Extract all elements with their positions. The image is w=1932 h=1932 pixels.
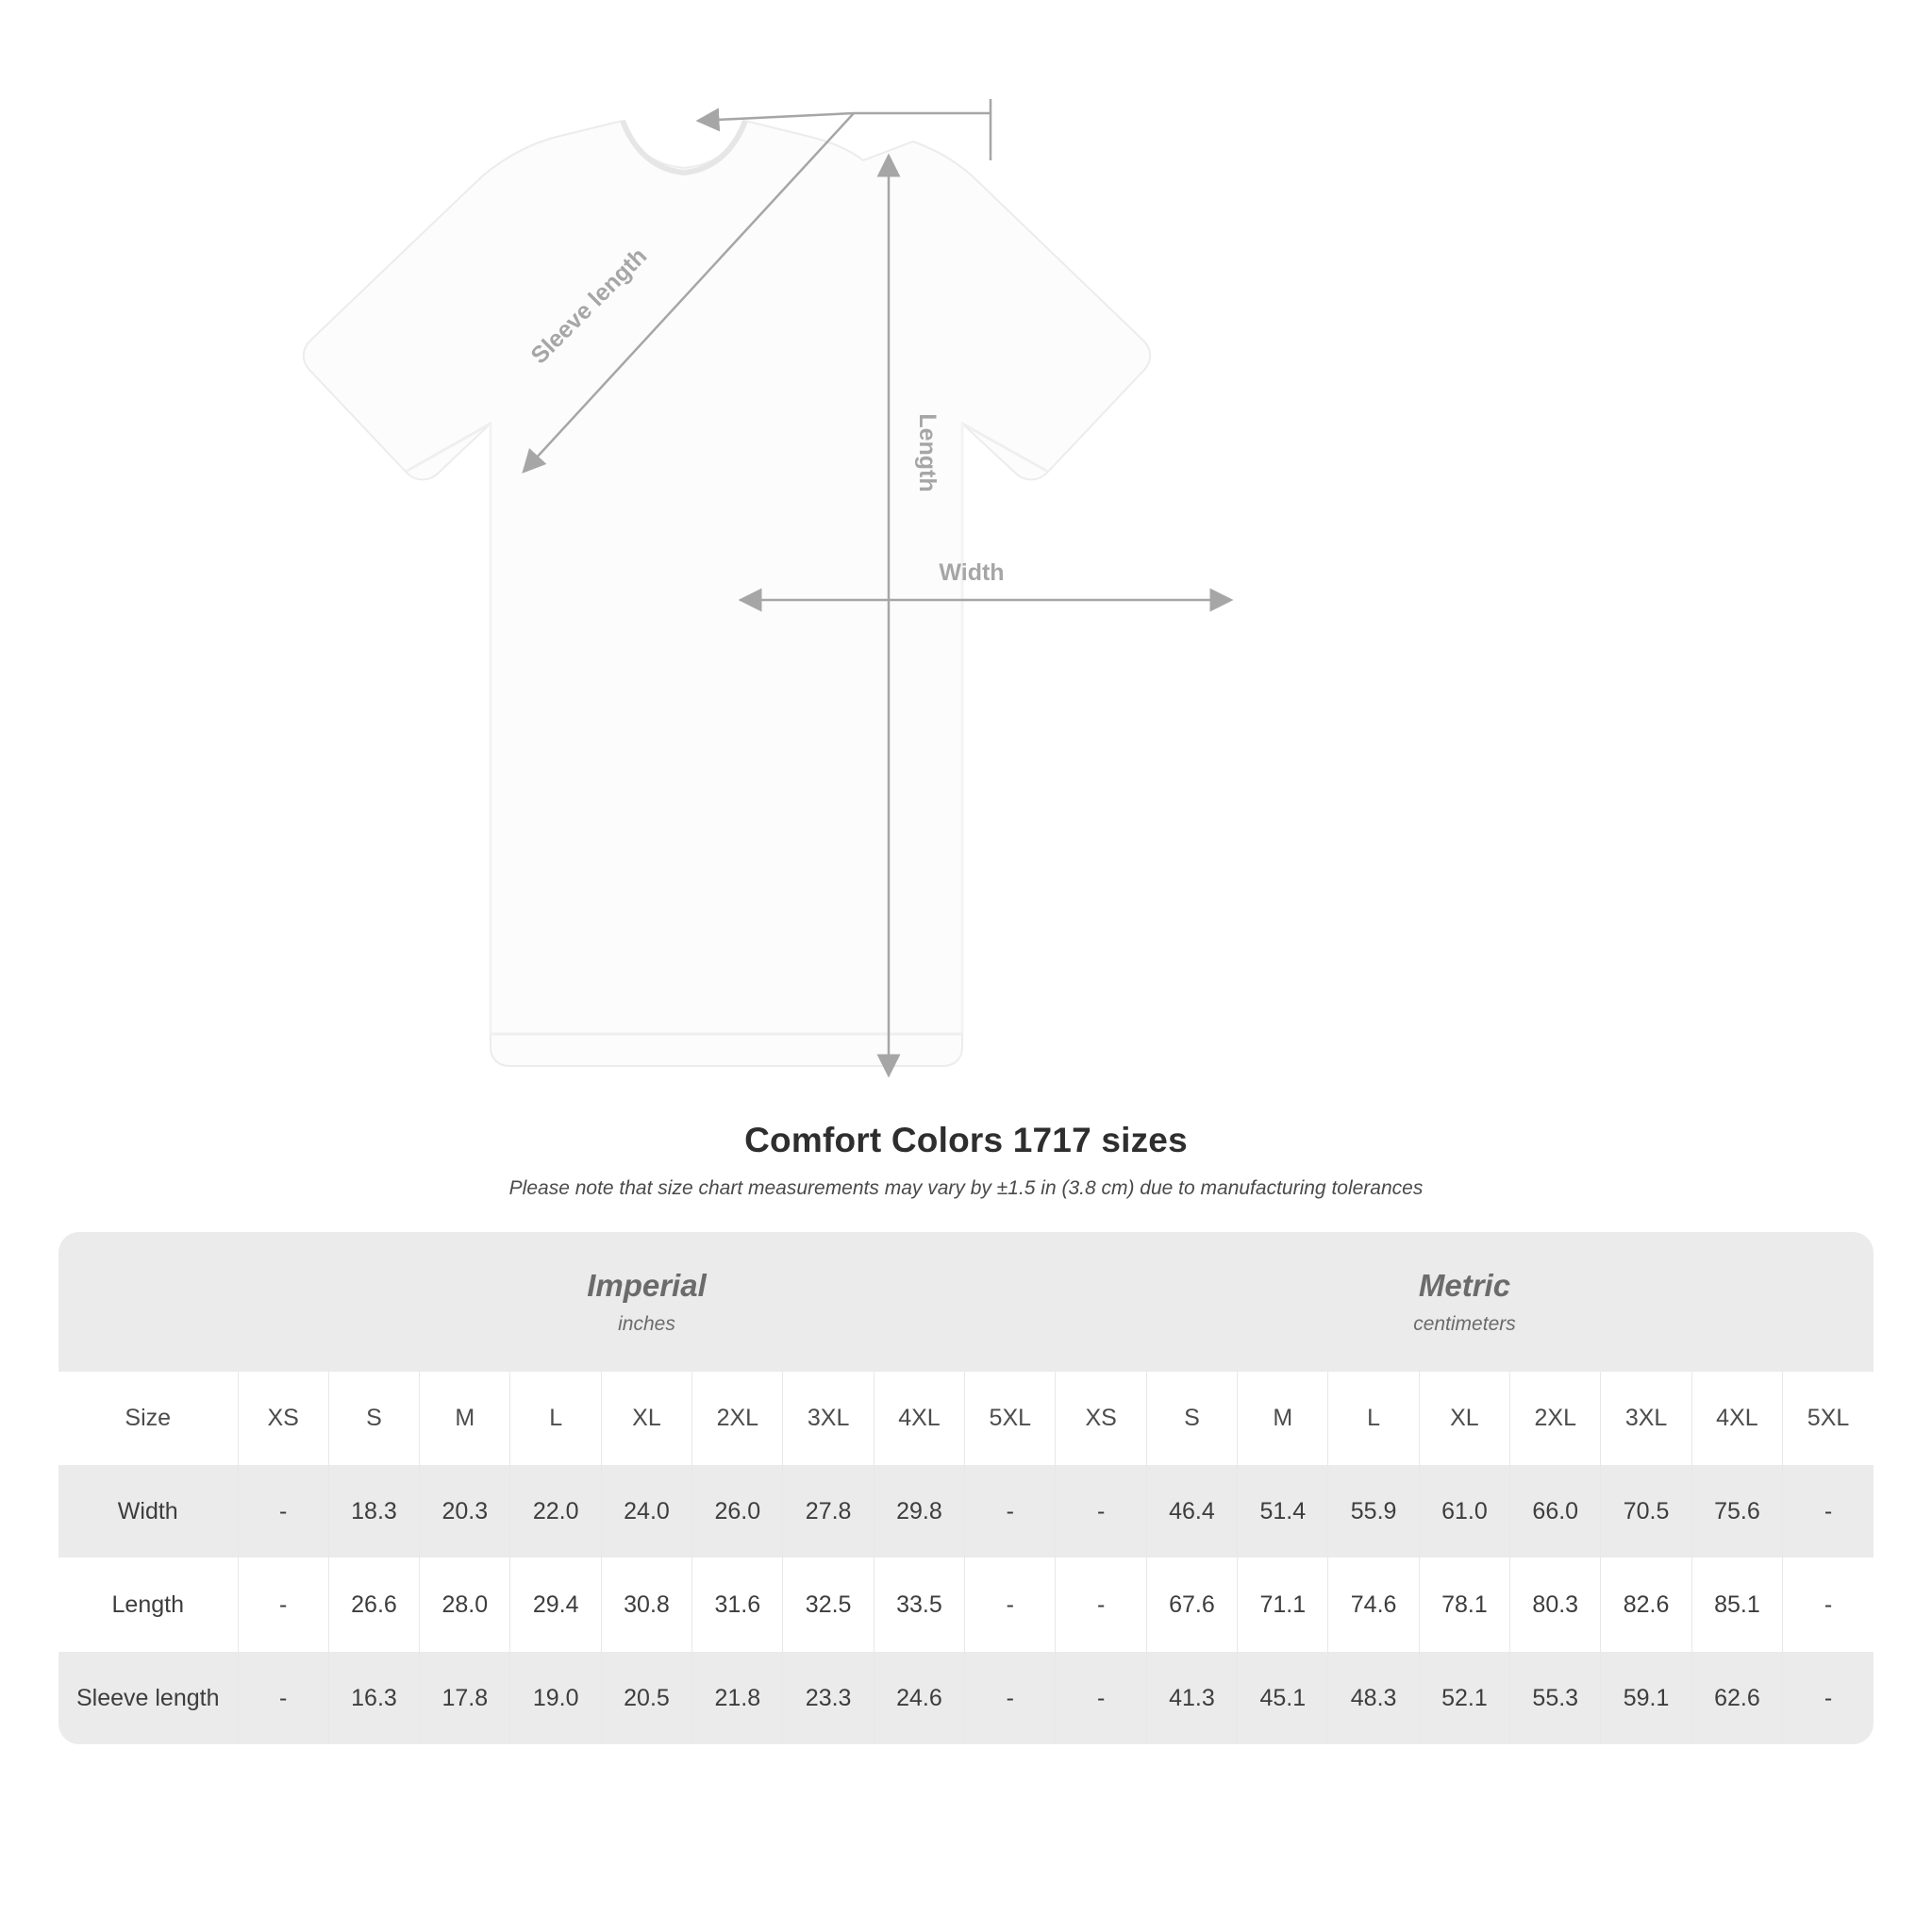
col-header-met-l: L <box>1328 1372 1419 1465</box>
cell-sleeve-imp-4xl: 24.6 <box>874 1652 964 1745</box>
cell-sleeve-met-2xl: 55.3 <box>1510 1652 1601 1745</box>
cell-sleeve-met-xs: - <box>1056 1652 1146 1745</box>
cell-width-met-5xl: - <box>1783 1465 1874 1558</box>
col-header-imp-xs: XS <box>238 1372 328 1465</box>
unit-imperial <box>238 1232 1056 1372</box>
size-header-row <box>58 1372 1874 1465</box>
cell-length-imp-5xl: - <box>965 1558 1056 1652</box>
col-header-met-m: M <box>1238 1372 1328 1465</box>
table-row <box>58 1465 1874 1558</box>
col-header-met-2xl: 2XL <box>1510 1372 1601 1465</box>
cell-length-met-2xl: 80.3 <box>1510 1558 1601 1652</box>
cell-length-met-s: 67.6 <box>1146 1558 1237 1652</box>
cell-length-imp-l: 29.4 <box>510 1558 601 1652</box>
row-label-sleeve-length: Sleeve length <box>58 1652 238 1745</box>
cell-length-imp-m: 28.0 <box>420 1558 510 1652</box>
col-header-met-xl: XL <box>1419 1372 1509 1465</box>
size-table <box>58 1232 1874 1744</box>
cell-sleeve-imp-xs: - <box>238 1652 328 1745</box>
col-header-imp-m: M <box>420 1372 510 1465</box>
cell-length-met-xl: 78.1 <box>1419 1558 1509 1652</box>
tolerance-note: Please note that size chart measurements may vary by ±1.5 in (3.8 cm) due to manufacturing tolerances <box>508 1177 1424 1199</box>
row-label-length: Length <box>58 1558 238 1652</box>
cell-width-met-4xl: 75.6 <box>1691 1465 1782 1558</box>
cell-sleeve-met-3xl: 59.1 <box>1601 1652 1691 1745</box>
cell-width-met-s: 46.4 <box>1146 1465 1237 1558</box>
col-header-imp-xl: XL <box>601 1372 691 1465</box>
cell-width-met-3xl: 70.5 <box>1601 1465 1691 1558</box>
cell-length-met-4xl: 85.1 <box>1691 1558 1782 1652</box>
page-title: Comfort Colors 1717 sizes <box>744 1121 1188 1159</box>
unit-header-row <box>58 1232 1874 1372</box>
cell-sleeve-imp-3xl: 23.3 <box>783 1652 874 1745</box>
cell-width-imp-l: 22.0 <box>510 1465 601 1558</box>
cell-sleeve-imp-s: 16.3 <box>328 1652 419 1745</box>
cell-sleeve-met-l: 48.3 <box>1328 1652 1419 1745</box>
cell-width-met-l: 55.9 <box>1328 1465 1419 1558</box>
cell-length-imp-xs: - <box>238 1558 328 1652</box>
cell-length-imp-3xl: 32.5 <box>783 1558 874 1652</box>
cell-width-imp-s: 18.3 <box>328 1465 419 1558</box>
col-header-met-s: S <box>1146 1372 1237 1465</box>
col-header-met-xs: XS <box>1056 1372 1146 1465</box>
cell-sleeve-met-m: 45.1 <box>1238 1652 1328 1745</box>
cell-sleeve-imp-l: 19.0 <box>510 1652 601 1745</box>
cell-length-imp-s: 26.6 <box>328 1558 419 1652</box>
cell-length-met-3xl: 82.6 <box>1601 1558 1691 1652</box>
cell-width-imp-xl: 24.0 <box>601 1465 691 1558</box>
cell-sleeve-met-xl: 52.1 <box>1419 1652 1509 1745</box>
cell-length-met-l: 74.6 <box>1328 1558 1419 1652</box>
cell-sleeve-met-s: 41.3 <box>1146 1652 1237 1745</box>
cell-width-met-m: 51.4 <box>1238 1465 1328 1558</box>
cell-sleeve-imp-2xl: 21.8 <box>692 1652 783 1745</box>
unit-metric <box>1056 1232 1874 1372</box>
chart-title-block <box>0 1121 1932 1200</box>
cell-width-met-xs: - <box>1056 1465 1146 1558</box>
length-label: Length <box>914 413 941 492</box>
unit-metric-name: Metric <box>1418 1268 1511 1303</box>
cell-width-met-xl: 61.0 <box>1419 1465 1509 1558</box>
col-header-met-4xl: 4XL <box>1691 1372 1782 1465</box>
col-header-met-3xl: 3XL <box>1601 1372 1691 1465</box>
cell-length-imp-2xl: 31.6 <box>692 1558 783 1652</box>
col-header-met-5xl: 5XL <box>1783 1372 1874 1465</box>
table-row <box>58 1652 1874 1745</box>
row-label-width: Width <box>58 1465 238 1558</box>
cell-length-imp-xl: 30.8 <box>601 1558 691 1652</box>
width-label: Width <box>939 559 1005 586</box>
unit-imperial-name: Imperial <box>587 1268 707 1303</box>
col-header-imp-3xl: 3XL <box>783 1372 874 1465</box>
cell-length-met-m: 71.1 <box>1238 1558 1328 1652</box>
unit-imperial-sub: inches <box>618 1313 675 1335</box>
cell-sleeve-imp-5xl: - <box>965 1652 1056 1745</box>
cell-length-met-5xl: - <box>1783 1558 1874 1652</box>
unit-spacer-left <box>58 1232 238 1372</box>
cell-length-imp-4xl: 33.5 <box>874 1558 964 1652</box>
table-row <box>58 1558 1874 1652</box>
cell-width-imp-2xl: 26.0 <box>692 1465 783 1558</box>
cell-sleeve-met-4xl: 62.6 <box>1691 1652 1782 1745</box>
cell-sleeve-imp-m: 17.8 <box>420 1652 510 1745</box>
unit-metric-sub: centimeters <box>1413 1313 1516 1335</box>
col-header-imp-2xl: 2XL <box>692 1372 783 1465</box>
cell-width-imp-m: 20.3 <box>420 1465 510 1558</box>
col-header-imp-l: L <box>510 1372 601 1465</box>
cell-width-met-2xl: 66.0 <box>1510 1465 1601 1558</box>
cell-width-imp-5xl: - <box>965 1465 1056 1558</box>
cell-width-imp-3xl: 27.8 <box>783 1465 874 1558</box>
col-header-imp-4xl: 4XL <box>874 1372 964 1465</box>
col-header-imp-5xl: 5XL <box>965 1372 1056 1465</box>
col-header-imp-s: S <box>328 1372 419 1465</box>
sleeve-length-label: Sleeve length <box>525 242 653 370</box>
tshirt-shape <box>304 121 1150 1066</box>
cell-sleeve-met-5xl: - <box>1783 1652 1874 1745</box>
cell-width-imp-4xl: 29.8 <box>874 1465 964 1558</box>
cell-sleeve-imp-xl: 20.5 <box>601 1652 691 1745</box>
cell-length-met-xs: - <box>1056 1558 1146 1652</box>
size-header-label: Size <box>58 1372 238 1465</box>
size-table-wrap <box>58 1232 1874 1744</box>
cell-width-imp-xs: - <box>238 1465 328 1558</box>
